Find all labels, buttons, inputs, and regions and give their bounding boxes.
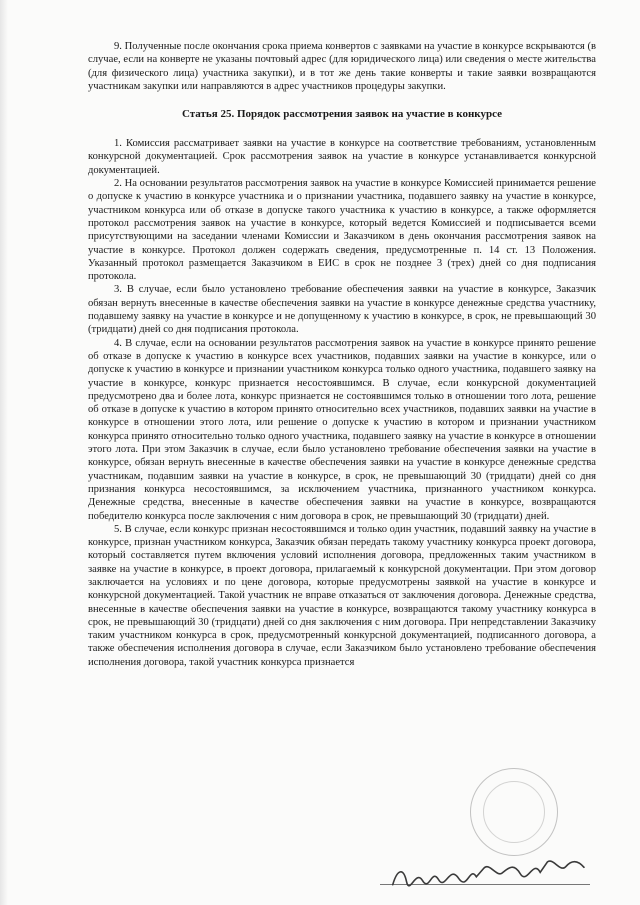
faded-stamp: [470, 768, 558, 856]
paragraph-4: 4. В случае, если на основании результатов рассмотрения заявок на участие в конкурсе принято решение об отказе в допуске к участию в конкурсе всех участников, подавших заявки на участие в конкурсе, или о допуске к участию в конкурсе и признании участником конкурса только одного участника, подавшего заявку на участие в конкурсе, конкурс признается несостоявшимся. В случае, если конкурсной документацией предусмотрено два и более лота, конкурс признается не состоявшимся только в отношении того лота, решение об отказе в допуске к участию в котором принято относительно всех участников, подавших заявки на участие в конкурсе в отношении этого лота, или решение о допуске к участию в котором и признании участником конкурса принято относительно только одного участника, подавшего заявку на участие в конкурсе в отношении этого лота. При этом Заказчик в случае, если было установлено требование обеспечения заявки на участие в конкурсе, обязан вернуть внесенные в качестве обеспечения заявки на участие в конкурсе денежные средства участникам, подавшим заявки на участие в конкурсе, в срок, не превышающий 30 (тридцати) дней со дня признания конкурса несостоявшимся, за исключением участника, признанного участником конкурса. Денежные средства, внесенные в качестве обеспечения заявки на участие в конкурсе, возвращаются победителю конкурса после заключения с ним договора в срок, не превышающий 30 (тридцати) дней.: [88, 337, 596, 522]
document-body: [88, 40, 596, 669]
paragraph-1: 1. Комиссия рассматривает заявки на участие в конкурсе на соответствие требованиям, установленным конкурсной документацией. Срок рассмотрения заявок на участие в конкурсе устанавливается конкурсной документацией.: [88, 138, 596, 176]
paragraph-9: 9. Полученные после окончания срока приема конвертов с заявками на участие в конкурсе вскрываются (в случае, если на конверте не указаны почтовый адрес (для юридического лица) или сведения о месте жительства (для физического лица) участника закупки), и в тот же день такие конверты и такие заявки возвращаются участникам закупки или направляются в адрес участников процедуры закупки.: [88, 41, 596, 92]
paragraph-2: 2. На основании результатов рассмотрения заявок на участие в конкурсе Комиссией принимается решение о допуске к участию в конкурсе участника и о признании участника, подавшего заявку на участие в конкурсе, участником конкурса или об отказе в допуске такого участника к участию в конкурсе, а также оформляется протокол рассмотрения заявок на участие в конкурсе, который ведется Комиссией и подписывается всеми присутствующими на заседании членами Комиссии и Заказчиком в день окончания рассмотрения заявок на участие в конкурсе. Протокол должен содержать сведения, предусмотренные п. 14 ст. 13 Положения. Указанный протокол размещается Заказчиком в ЕИС в срок не позднее 3 (трех) дней со дня подписания протокола.: [88, 178, 596, 283]
scan-edge: [0, 0, 8, 905]
paragraph-5: 5. В случае, если конкурс признан несостоявшимся и только один участник, подавший заявку на участие в конкурсе, признан участником конкурса, Заказчик обязан передать такому участнику конкурса проект договора, который составляется путем включения условий исполнения договора, предложенных таким участником в заявке на участие в конкурсе, в проект договора, прилагаемый к конкурсной документации. При этом договор заключается на условиях и по цене договора, которые предусмотрены заявкой на участие в конкурсе и конкурсной документацией. Такой участник не вправе отказаться от заключения договора. Денежные средства, внесенные в качестве обеспечения заявки на участие в конкурсе, возвращаются такому участнику конкурса в срок, не превышающий 30 (тридцати) дней со дня заключения с ним договора. При непредставлении Заказчику таким участником конкурса в срок, предусмотренный конкурсной документацией, подписанного договора, а также обеспечения исполнения договора в случае, если Заказчиком было установлено требование обеспечения исполнения договора, такой участник конкурса признается: [88, 523, 596, 668]
article-title: Статья 25. Порядок рассмотрения заявок на участие в конкурсе: [181, 108, 503, 121]
paragraph-3: 3. В случае, если было установлено требование обеспечения заявки на участие в конкурсе, Заказчик обязан вернуть внесенные в качестве обеспечения заявки на участие в конкурсе денежные средства участнику, подавшему заявку на участие в конкурсе и не допущенному к участию в конкурсе, в срок, не превышающий 30 (тридцати) дней со дня подписания протокола.: [88, 284, 596, 336]
